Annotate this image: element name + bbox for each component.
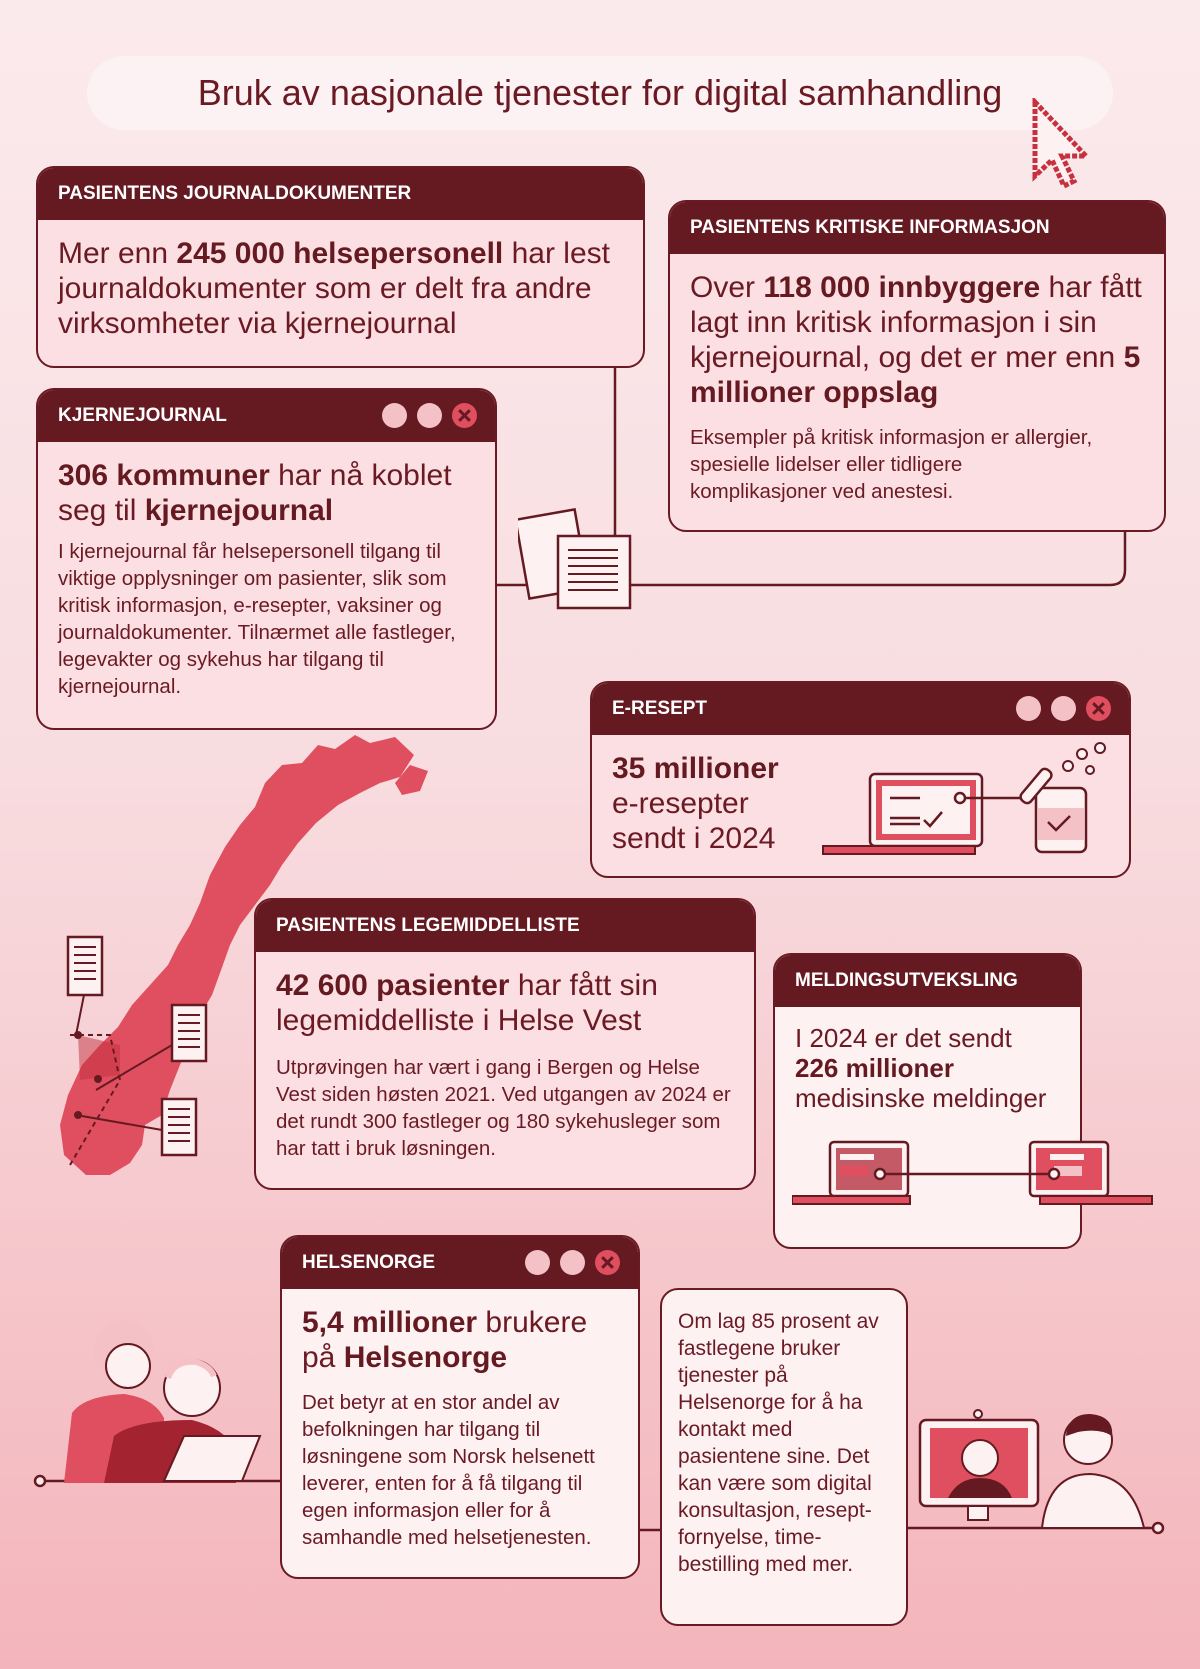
card-header: PASIENTENS LEGEMIDDELLISTE [256,900,754,952]
headline: 5,4 millioner brukere på Helsenorge [302,1306,588,1374]
card-header: PASIENTENS KRITISKE INFORMASJON [670,202,1164,254]
card-header: KJERNEJOURNAL [38,390,495,442]
documents-icon [518,500,638,612]
description: Eksempler på kritisk informasjon er allergier, spesielle lidelser eller tidligere komplikasjoner ved anestesi. [690,426,1093,503]
window-dot-icon [382,403,407,428]
window-dot-icon [560,1250,585,1275]
laptops-exchange-icon [792,1136,1154,1208]
window-dot-icon [525,1250,550,1275]
card-legemiddelliste [254,898,756,1190]
note-text: Om lag 85 prosent av fastlegene bruker tjenester på Helsenorge for å ha kontakt med pasientene sine. Det kan være som digital konsultasjon, resept-fornyelse, time-bestilling med mer. [678,1310,879,1576]
card-kjernejournal [36,388,497,730]
text-line: medisinske meldinger [795,1083,1047,1113]
headline: 42 600 pasienter har fått sin legemiddelliste i Helse Vest [276,969,658,1037]
elderly-couple-icon [64,1318,274,1483]
headline: 35 millioner e-resepter sendt i 2024 [612,752,779,855]
headline: 306 kommuner har nå koblet seg til kjernejournal [58,459,452,527]
window-dot-icon [417,403,442,428]
headline: Over 118 000 innbyggere har fått lagt inn kritisk informasjon i sin kjernejournal, og det er mer enn 5 millioner oppslag [690,271,1142,409]
close-icon [1086,696,1111,721]
highlight-value: 226 millioner [795,1053,954,1083]
fastleger-note [660,1288,908,1626]
card-journaldokumenter [36,166,645,368]
description: Utprøvingen har vært i gang i Bergen og Helse Vest siden høsten 2021. Ved utgangen av 2024 er det rundt 300 fastleger og 180 sykehusleger som har tatt i bruk løsningen. [276,1056,731,1160]
description: I kjernejournal får helsepersonell tilgang til viktige opplysninger om pasienter, slik som kritisk informasjon, e-resepter, vaksiner og journaldokumenter. Tilnærmet alle fastleger, legevakter og sykehus har tilgang til kjernejournal. [58,540,456,698]
document-list-icon [66,935,226,1165]
close-icon [595,1250,620,1275]
card-header: MELDINGSUTVEKSLING [775,955,1080,1007]
card-helsenorge [280,1235,640,1579]
laptop-prescription-icon [820,738,1120,858]
video-consultation-icon [918,1400,1158,1530]
card-header: PASIENTENS JOURNALDOKUMENTER [38,168,643,220]
card-header: HELSENORGE [282,1237,638,1289]
window-dot-icon [1051,696,1076,721]
page-title: Bruk av nasjonale tjenester for digital samhandling [197,72,1003,113]
window-dot-icon [1016,696,1041,721]
card-kritisk-informasjon [668,200,1166,532]
text-line: I 2024 er det sendt [795,1023,1012,1053]
card-header: E-RESEPT [592,683,1129,735]
description: Det betyr at en stor andel av befolkningen har tilgang til løsningene som Norsk helsenett leverer, enten for å få tilgang til egen informasjon eller for å samhandle med helsetjenesten. [302,1391,595,1549]
headline: Mer enn 245 000 helsepersonell har lest journaldokumenter som er delt fra andre virksomheter via kjernejournal [58,237,610,340]
close-icon [452,403,477,428]
